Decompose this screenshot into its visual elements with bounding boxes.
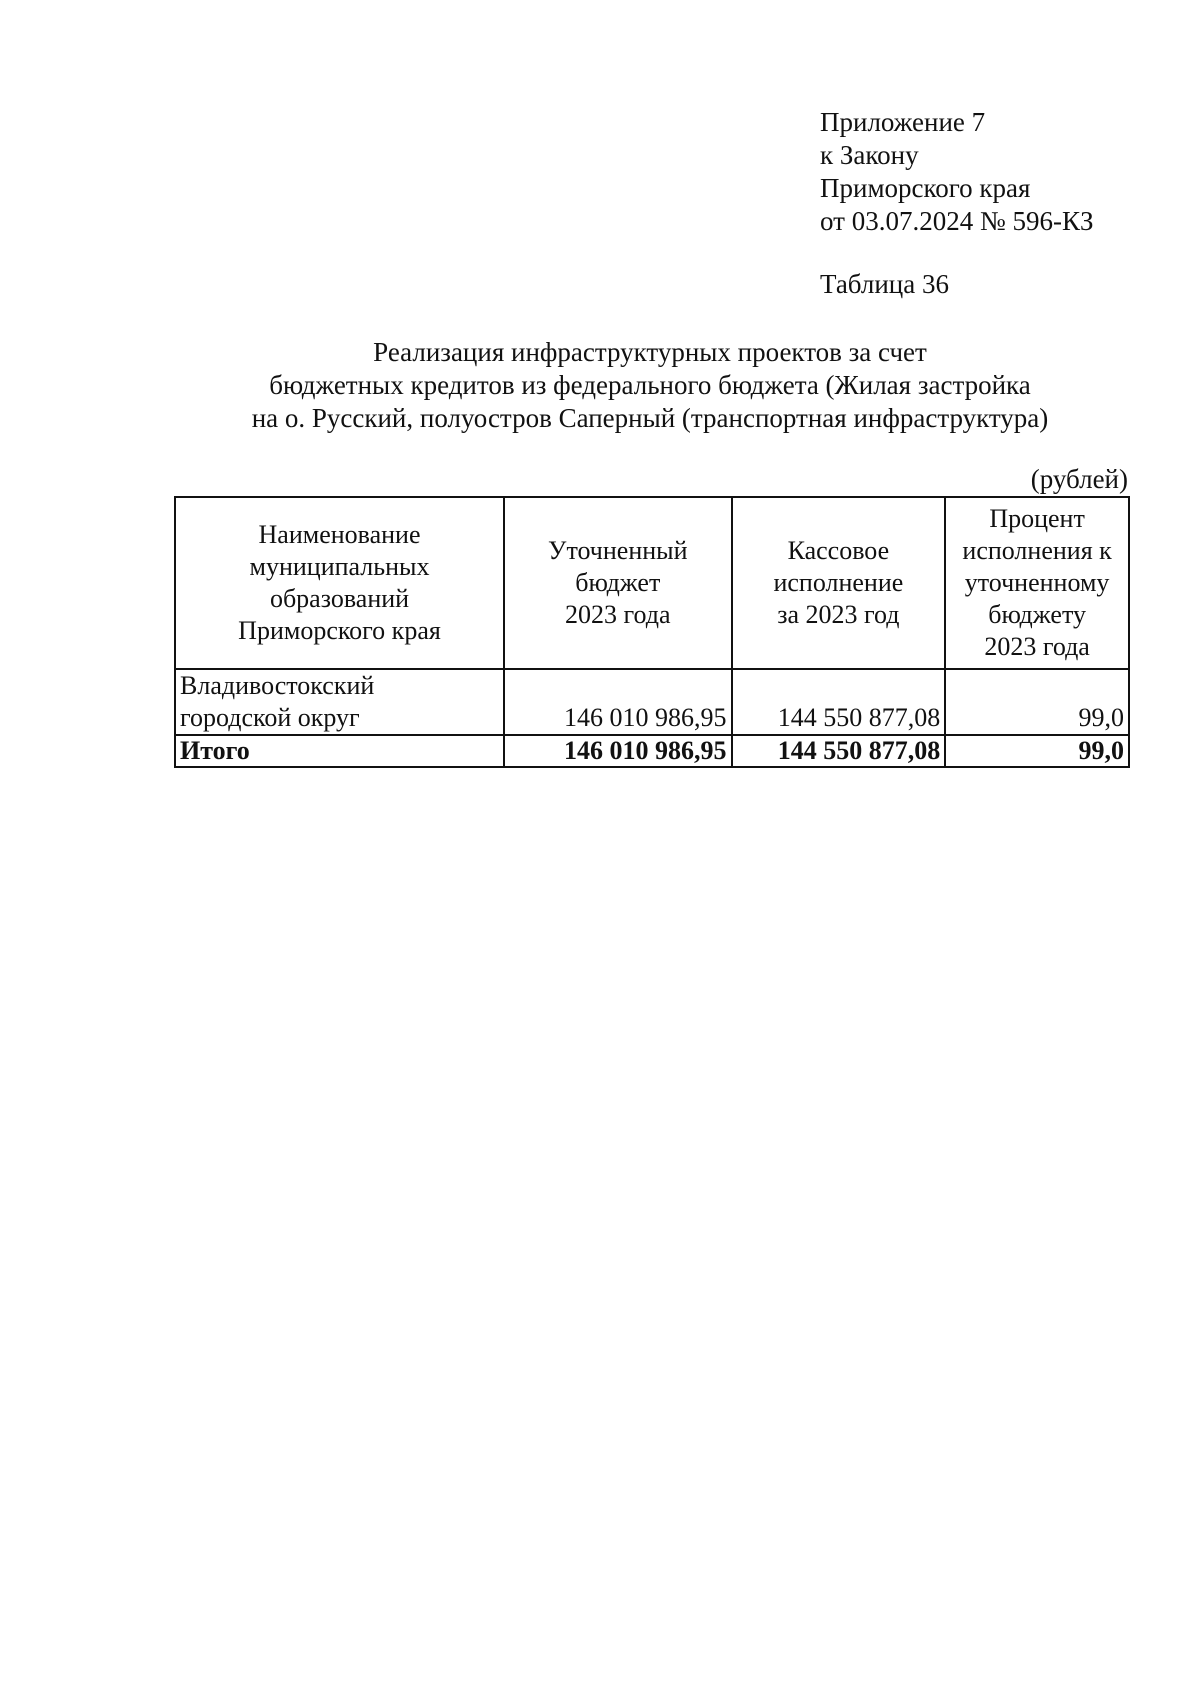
header-percent: Процент исполнения к уточненному бюджету 2023 года: [945, 497, 1129, 669]
cell-municipality: Владивостокский городской округ: [175, 669, 504, 735]
title-line: бюджетных кредитов из федерального бюджета (Жилая застройка: [269, 370, 1031, 400]
appendix-line: Приложение 7: [820, 107, 986, 137]
header-execution: Кассовое исполнение за 2023 год: [732, 497, 946, 669]
appendix-line: от 03.07.2024 № 596-КЗ: [820, 206, 1094, 236]
table-row: [175, 669, 1129, 735]
header-municipality: Наименование муниципальных образований Приморского края: [175, 497, 504, 669]
table-total-row: [175, 735, 1129, 767]
total-execution: 144 550 877,08: [732, 735, 946, 767]
appendix-note: [820, 106, 1093, 238]
title-line: на о. Русский, полуостров Саперный (транспортная инфраструктура): [251, 403, 1049, 433]
table-number: Таблица 36: [820, 269, 949, 299]
total-budget: 146 010 986,95: [504, 735, 732, 767]
appendix-line: к Закону: [820, 140, 919, 170]
document-title: [170, 336, 1130, 435]
cell-execution: 144 550 877,08: [732, 669, 946, 735]
cell-budget: 146 010 986,95: [504, 669, 732, 735]
units-label: (рублей): [1030, 464, 1128, 494]
appendix-line: Приморского края: [820, 173, 1031, 203]
table-header-row: [175, 497, 1129, 669]
total-label: Итого: [175, 735, 504, 767]
cell-percent: 99,0: [945, 669, 1129, 735]
title-line: Реализация инфраструктурных проектов за счет: [373, 337, 927, 367]
header-budget: Уточненный бюджет 2023 года: [504, 497, 732, 669]
budget-table: [174, 496, 1130, 768]
total-percent: 99,0: [945, 735, 1129, 767]
